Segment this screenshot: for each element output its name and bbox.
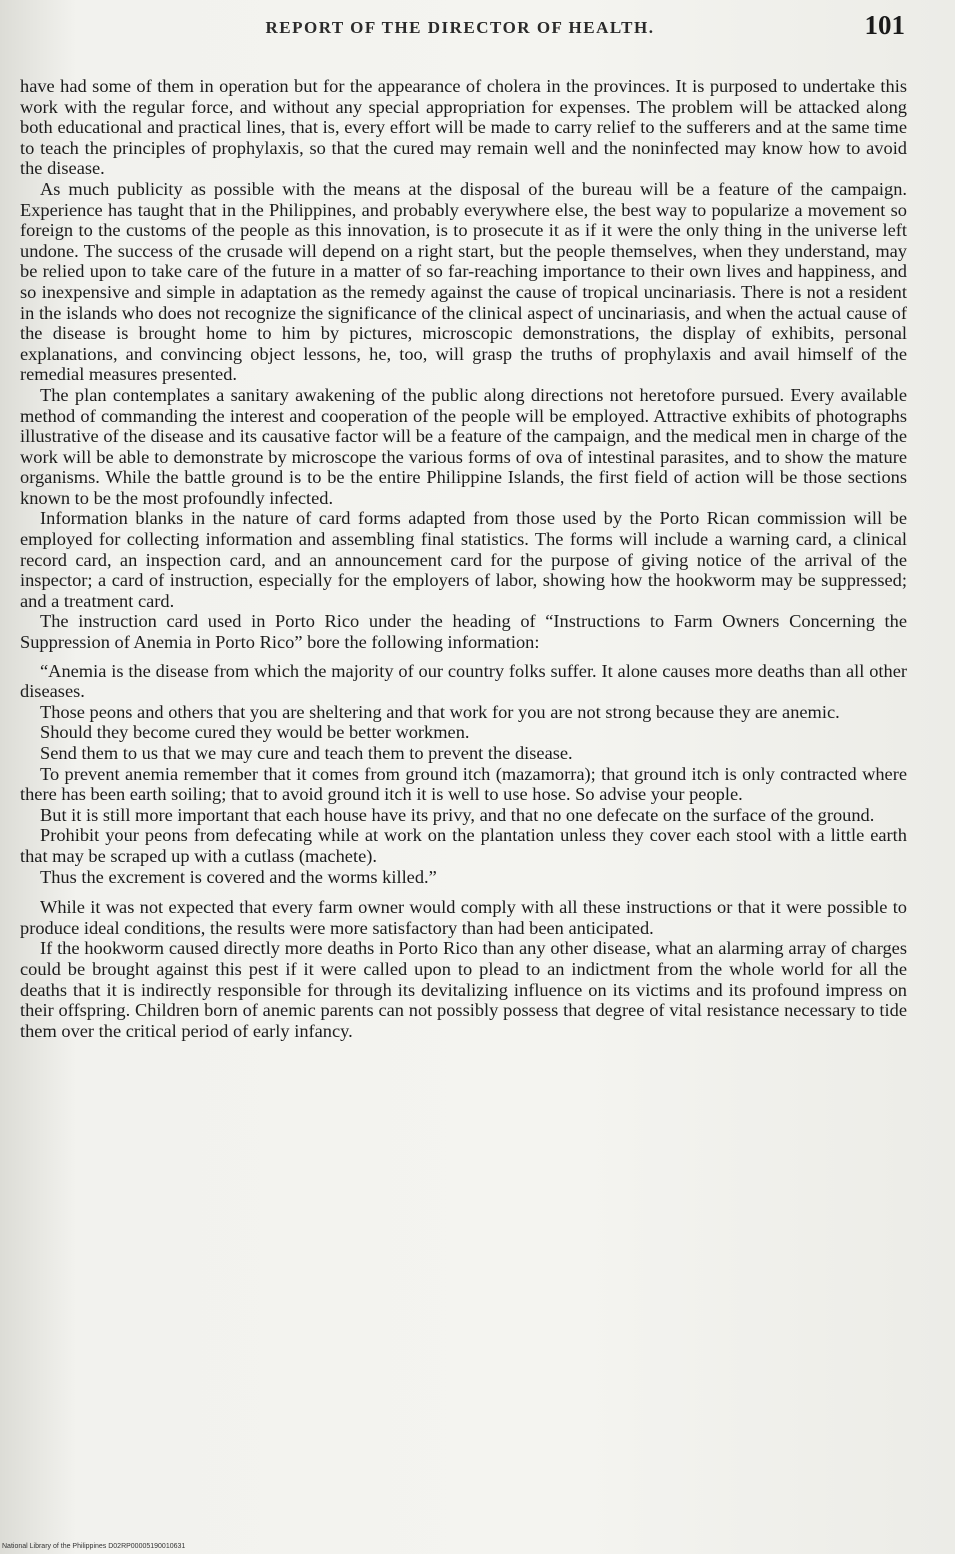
quote-paragraph: Should they become cured they would be better workmen. bbox=[40, 722, 470, 743]
archive-footer: National Library of the Philippines D02RP00005190010631 bbox=[2, 1543, 186, 1550]
paragraph: If the hookworm caused directly more deaths in Porto Rico than any other disease, what an alarming array of charges could be brought against this pest if it were called upon to plead to an indictment from the whole world for all the deaths that it is indirectly responsible for through its devitalizing influence on its victims and its profound impress on their offspring. Children born of anemic parents can not possibly possess that degree of vital resistance necessary to tide them over the critical period of early infancy. bbox=[20, 938, 907, 1041]
paragraph: Information blanks in the nature of card forms adapted from those used by the Porto Rican commission will be employed for collecting information and assembling final statistics. The forms will include a warning card, a clinical record card, an inspection card, and an announcement card for the purpose of giving notice of the arrival of the inspector; a card of instruction, especially for the employers of labor, showing how the hookworm may be suppressed; and a treatment card. bbox=[20, 508, 907, 611]
quote-paragraph: Thus the excrement is covered and the worms killed.” bbox=[40, 866, 437, 887]
quote-paragraph: But it is still more important that each house have its privy, and that no one defecate on the surface of the ground. bbox=[40, 804, 875, 825]
paragraph: While it was not expected that every farm owner would comply with all these instructions or that it were possible to produce ideal conditions, the results were more satisfactory than had been anticipated. bbox=[20, 897, 907, 938]
paragraph: The plan contemplates a sanitary awakening of the public along directions not heretofore pursued. Every available method of commanding the interest and cooperation of the people will be employed. Attractive exhibits of photographs illustrative of the disease and its causative factor will be a feature of the campaign, and the medical men in charge of the work will be able to demonstrate by microscope the various forms of ova of intestinal parasites, and to show the mature organisms. While the battle ground is to be the entire Philippine Islands, the first field of action will be those sections known to be the most profoundly infected. bbox=[20, 384, 907, 508]
paragraph: have had some of them in operation but for the appearance of cholera in the provinces. It is purposed to undertake this work with the regular force, and without any special appropriation for expenses. The problem will be attacked along both educational and practical lines, that is, every effort will be made to carry relief to the sufferers and at the same time to teach the principles of prophylaxis, so that the cured may remain well and the noninfected may know how to avoid the disease. bbox=[20, 76, 907, 179]
page-body bbox=[20, 76, 907, 1041]
running-header: REPORT OF THE DIRECTOR OF HEALTH. bbox=[265, 18, 655, 37]
page-number: 101 bbox=[864, 10, 905, 40]
closing-section bbox=[20, 897, 907, 1041]
quote-paragraph: To prevent anemia remember that it comes from ground itch (mazamorra); that ground itch is only contracted where there has been earth soiling; that to avoid ground itch it is well to use hose. So advise your people. bbox=[20, 763, 907, 805]
paragraph: As much publicity as possible with the means at the disposal of the bureau will be a feature of the campaign. Experience has taught that in the Philippines, and probably everywhere else, the best way to popularize a movement so foreign to the customs of the people as this innovation, is to prosecute it as if it were the only thing in the universe left undone. The success of the crusade will depend on a right start, but the people themselves, when they understand, may be relied upon to take care of the future in a matter of so far-reaching importance to their own lives and happiness, and so inexpensive and simple in adaptation as the remedy against the cause of tropical uncinariasis. There is not a resident in the islands who does not recognize the significance of the clinical aspect of uncinariasis, and when the actual cause of the disease is brought home to him by pictures, microscopic demonstrations, the display of exhibits, personal explanations, and convincing object lessons, he, too, will grasp the truths of prophylaxis and avail himself of the remedial measures presented. bbox=[20, 178, 907, 385]
quote-paragraph: Send them to us that we may cure and teach them to prevent the disease. bbox=[40, 743, 573, 763]
quote-paragraph: “Anemia is the disease from which the majority of our country folks suffer. It alone causes more deaths than all other diseases. bbox=[20, 660, 907, 702]
quote-paragraph: Prohibit your peons from defecating while at work on the plantation unless they cover each stool with a little earth that may be scraped up with a cutlass (machete). bbox=[20, 825, 907, 866]
paragraph: The instruction card used in Porto Rico under the heading of “Instructions to Farm Owners Concerning the Suppression of Anemia in Porto Rico” bore the following information: bbox=[20, 611, 907, 653]
quote-paragraph: Those peons and others that you are sheltering and that work for you are not strong because they are anemic. bbox=[40, 701, 840, 722]
instruction-quote bbox=[20, 661, 907, 888]
